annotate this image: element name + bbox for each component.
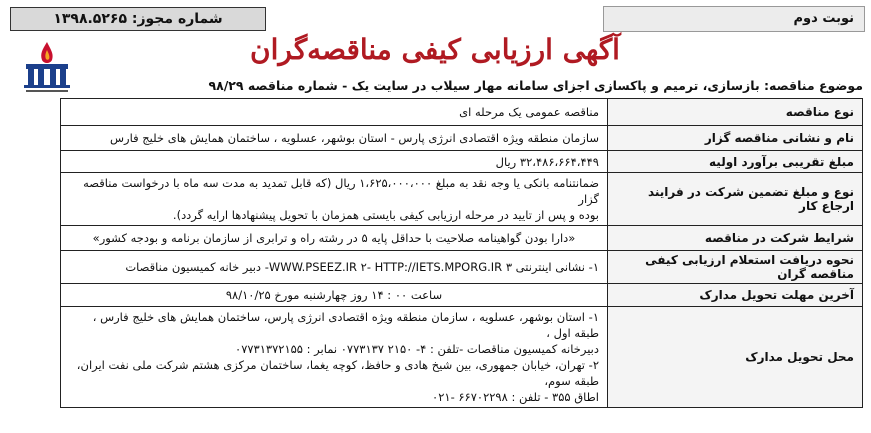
row-label: محل تحویل مدارک — [608, 307, 863, 408]
row-value-line: ضمانتنامه بانکی یا وجه نقد به مبلغ ۱،۶۲۵،۰۰۰،۰۰۰ ریال (که قابل تمدید به مدت سه ماه با درخواست مناقصه گزار — [83, 176, 599, 206]
row-value — [61, 173, 608, 226]
row-value-line: «دارا بودن گواهینامه صلاحیت با حداقل پایه ۵ در رشته راه و ترابری از سازمان برنامه و بودجه کشور» — [92, 231, 576, 245]
table-row — [61, 226, 863, 251]
turn-badge: نوبت دوم — [603, 6, 865, 32]
row-value-line: سازمان منطقه ویژه اقتصادی انرژی پارس - استان بوشهر، عسلویه ، ساختمان همایش های خلیج فارس — [109, 131, 599, 145]
row-value — [61, 151, 608, 173]
page-title: آگهی ارزیابی کیفی مناقصه‌گران — [250, 33, 620, 66]
nioc-logo-icon — [18, 38, 76, 96]
permit-number: شماره مجوز: ۱۳۹۸.۵۲۶۵ — [10, 7, 266, 31]
row-label: شرایط شرکت در مناقصه — [608, 226, 863, 251]
row-value-line: ساعت ۰۰ : ۱۴ روز چهارشنبه مورخ ۹۸/۱۰/۲۵ — [225, 288, 443, 302]
row-label: نوع و مبلغ تضمین شرکت در فرایند ارجاع کار — [608, 173, 863, 226]
table-row — [61, 307, 863, 408]
table-row — [61, 99, 863, 126]
row-value — [61, 99, 608, 126]
row-label: آخرین مهلت تحویل مدارک — [608, 284, 863, 307]
table-row — [61, 173, 863, 226]
row-label: مبلغ تقریبی برآورد اولیه — [608, 151, 863, 173]
table-row — [61, 126, 863, 151]
row-value-line: مناقصه عمومی یک مرحله ای — [459, 105, 599, 119]
row-value-line: بوده و پس از تایید در مرحله ارزیابی کیفی بایستی همزمان با تحویل پیشنهادها ارایه گردد). — [172, 208, 599, 222]
row-value-line: ۳۲،۴۸۶،۶۶۴،۴۴۹ ریال — [495, 154, 599, 169]
row-label: نحوه دریافت استعلام ارزیابی کیفی مناقصه گران — [608, 251, 863, 284]
row-label: نوع مناقصه — [608, 99, 863, 126]
details-table — [60, 98, 863, 408]
row-value — [61, 284, 608, 307]
row-value — [61, 126, 608, 151]
table-row — [61, 284, 863, 307]
row-value-line: دبیرخانه کمیسیون مناقصات -تلفن : ۴- ۲۱۵۰ ۰۷۷۳۱۳۷ نمابر : ۰۷۷۳۱۳۷۲۱۵۵ — [235, 342, 599, 356]
row-value-line: اطاق ۳۵۵ - تلفن : ۶۶۷۰۲۲۹۸ -۰۲۱ — [432, 390, 599, 404]
row-value — [61, 307, 608, 408]
table-row — [61, 151, 863, 173]
row-value — [61, 251, 608, 284]
row-value-line: ۱- استان بوشهر، عسلویه ، سازمان منطقه ویژه اقتصادی انرژی پارس، ساختمان همایش های خلیج فارس ، طبقه اول ، — [92, 310, 599, 340]
row-value-line: ۱- نشانی اینترنتی WWW.PSEEZ.IR ۲- HTTP://IETS.MPORG.IR ۳- دبیر خانه کمیسیون مناقصات — [125, 260, 599, 274]
table-row — [61, 251, 863, 284]
tender-subject: موضوع مناقصه: بازسازی، ترمیم و پاکسازی اجزای سامانه مهار سیلاب در سایت یک - شماره مناقصه ۹۸/۲۹ — [208, 78, 863, 93]
row-label: نام و نشانی مناقصه گزار — [608, 126, 863, 151]
row-value — [61, 226, 608, 251]
row-value-line: ۲- تهران، خیابان جمهوری، بین شیخ هادی و حافظ، کوچه یغما، ساختمان مرکزی هشتم شرکت ملی نفت ایران، طبقه سوم، — [76, 358, 599, 388]
